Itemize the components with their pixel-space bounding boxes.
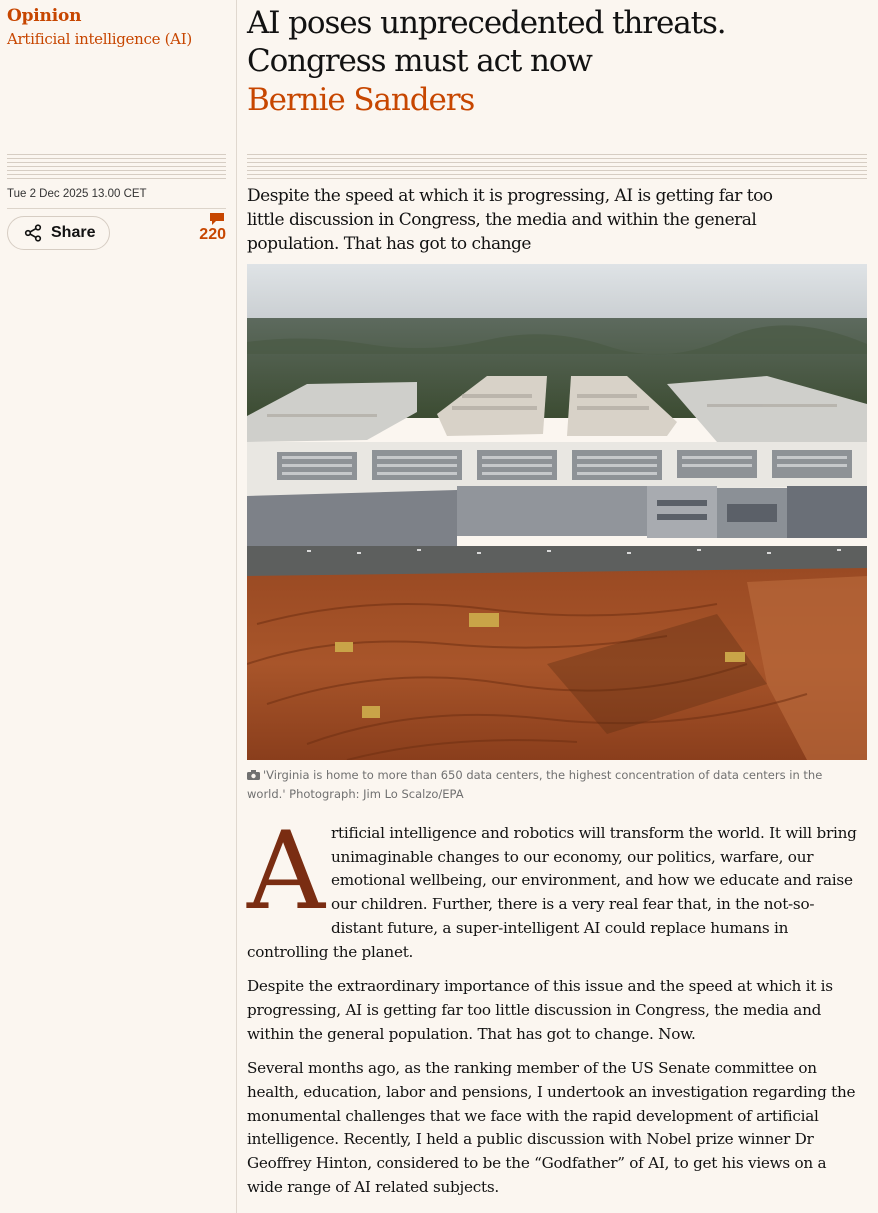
comment-bubble-icon (209, 212, 225, 226)
paragraph-1-text: rtificial intelligence and robotics will transform the world. It will bring unimaginable changes to our economy, our politics, warfare, our emotional wellbeing, our environment, and how we educate and raise our children. Further, there is a very real fear that, in the not-so-distant future, a super-intelligent AI could replace humans in controlling the planet. (247, 824, 857, 961)
paragraph-3: Several months ago, as the ranking member of the US Senate committee on health, education, labor and pensions, I undertook an investigation regarding the monumental challenges that we face with the rapid development of artificial intelligence. Recently, I held a public discussion with Nobel prize winner Dr Geoffrey Hinton, considered to be the “Godfather” of AI, to get his views on a wide range of AI related subjects. (247, 1059, 856, 1196)
image-caption (247, 766, 862, 804)
paragraph-2: Despite the extraordinary importance of this issue and the speed at which it is progressing, AI is getting far too little discussion in Congress, the media and within the general population. That has got to change. Now. (247, 977, 833, 1043)
comment-count: 220 (199, 226, 226, 243)
publish-date: Tue 2 Dec 2025 13.00 CET (7, 188, 147, 200)
meta-rule-lines (7, 154, 226, 181)
headline-rule-lines (247, 154, 867, 181)
paragraph-1 (247, 809, 862, 964)
share-button[interactable] (7, 216, 110, 250)
comment-count-link[interactable] (186, 212, 226, 244)
data-center-aerial-photo (247, 264, 867, 760)
article-body (247, 809, 862, 1211)
topic-link[interactable]: Artificial intelligence (AI) (7, 30, 192, 48)
byline-author-link[interactable]: Bernie Sanders (247, 82, 475, 118)
share-icon (24, 224, 42, 242)
caption-text: 'Virginia is home to more than 650 data centers, the highest concentration of data centers in the world.' Photograph: Jim Lo Scalzo/EPA (247, 768, 823, 801)
standfirst: Despite the speed at which it is progressing, AI is getting far too little discussion in Congress, the media and within the general population. That has got to change (247, 186, 773, 254)
drop-cap: A (247, 809, 323, 934)
column-divider (236, 0, 237, 1213)
camera-icon (247, 770, 260, 780)
article-main-image[interactable] (247, 264, 867, 760)
headline: AI poses unprecedented threats. Congress must act now (247, 5, 726, 79)
section-kicker-link[interactable]: Opinion (7, 6, 82, 26)
meta-divider (7, 208, 226, 209)
share-label: Share (51, 224, 96, 241)
